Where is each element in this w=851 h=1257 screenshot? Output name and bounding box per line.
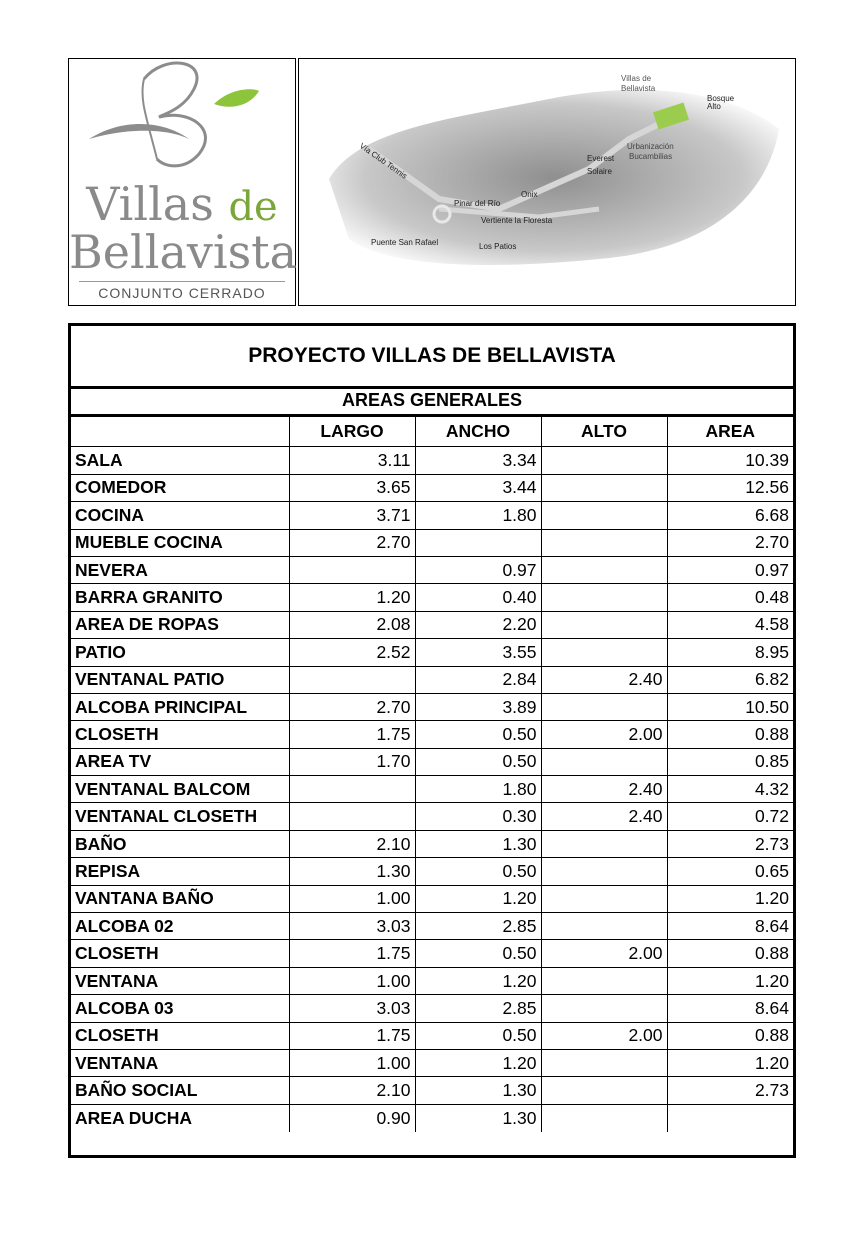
cell-largo: 2.10 [289, 1077, 415, 1104]
cell-largo [289, 556, 415, 583]
cell-largo: 3.11 [289, 447, 415, 474]
table-row [71, 885, 793, 912]
svg-text:Everest: Everest [587, 154, 615, 163]
row-label: ALCOBA PRINCIPAL [71, 693, 289, 720]
location-map [298, 58, 796, 306]
cell-alto [541, 529, 667, 556]
cell-ancho: 1.20 [415, 885, 541, 912]
cell-largo: 3.03 [289, 913, 415, 940]
svg-text:Los Patios: Los Patios [479, 242, 517, 251]
header-cell-largo: LARGO [289, 417, 415, 447]
cell-largo: 1.75 [289, 1022, 415, 1049]
header-cell-ancho: ANCHO [415, 417, 541, 447]
cell-largo: 3.71 [289, 502, 415, 529]
cell-alto: 2.00 [541, 1022, 667, 1049]
table-row [71, 447, 793, 474]
cell-largo: 3.65 [289, 474, 415, 501]
cell-ancho [415, 529, 541, 556]
cell-ancho: 3.89 [415, 693, 541, 720]
svg-text:Onix: Onix [521, 190, 538, 199]
cell-alto [541, 639, 667, 666]
table-row [71, 967, 793, 994]
table-row [71, 1077, 793, 1104]
table-row [71, 639, 793, 666]
cell-area: 2.70 [667, 529, 793, 556]
table-row [71, 1049, 793, 1076]
row-label: CLOSETH [71, 1022, 289, 1049]
cell-area: 1.20 [667, 967, 793, 994]
cell-area: 4.58 [667, 611, 793, 638]
cell-area: 0.97 [667, 556, 793, 583]
cell-area: 4.32 [667, 776, 793, 803]
svg-text:Bellavista: Bellavista [621, 84, 656, 93]
cell-area: 0.88 [667, 1022, 793, 1049]
table-row [71, 693, 793, 720]
cell-ancho: 1.80 [415, 502, 541, 529]
table-row [71, 611, 793, 638]
cell-alto [541, 474, 667, 501]
row-label: VENTANAL CLOSETH [71, 803, 289, 830]
row-label: BAÑO SOCIAL [71, 1077, 289, 1104]
table-row [71, 1022, 793, 1049]
cell-ancho: 2.85 [415, 913, 541, 940]
cell-area: 8.95 [667, 639, 793, 666]
row-label: COCINA [71, 502, 289, 529]
table-row [71, 830, 793, 857]
cell-area: 2.73 [667, 1077, 793, 1104]
cell-alto [541, 447, 667, 474]
table-row [71, 995, 793, 1022]
table-subtitle: AREAS GENERALES [71, 386, 793, 417]
cell-ancho: 0.97 [415, 556, 541, 583]
logo-title: Villas de [86, 177, 278, 231]
cell-largo: 2.70 [289, 693, 415, 720]
table-row [71, 748, 793, 775]
cell-ancho: 0.40 [415, 584, 541, 611]
cell-ancho: 1.20 [415, 967, 541, 994]
table-row [71, 502, 793, 529]
cell-ancho: 2.20 [415, 611, 541, 638]
row-label: VENTANAL BALCOM [71, 776, 289, 803]
svg-text:Urbanización: Urbanización [627, 142, 674, 151]
table-row [71, 913, 793, 940]
row-label: CLOSETH [71, 940, 289, 967]
table-row [71, 556, 793, 583]
cell-alto [541, 584, 667, 611]
cell-alto [541, 830, 667, 857]
cell-ancho: 0.50 [415, 1022, 541, 1049]
svg-text:Alto: Alto [707, 102, 721, 111]
cell-alto [541, 995, 667, 1022]
cell-area: 8.64 [667, 913, 793, 940]
villas-logo-icon [69, 59, 295, 179]
cell-ancho: 0.50 [415, 858, 541, 885]
map-image [299, 59, 795, 305]
cell-area: 0.65 [667, 858, 793, 885]
cell-area: 0.48 [667, 584, 793, 611]
cell-ancho: 1.20 [415, 1049, 541, 1076]
cell-area: 1.20 [667, 1049, 793, 1076]
table-row [71, 529, 793, 556]
logo-divider [79, 281, 285, 282]
cell-largo: 2.70 [289, 529, 415, 556]
row-label: COMEDOR [71, 474, 289, 501]
header-cell-area: AREA [667, 417, 793, 447]
cell-area: 6.68 [667, 502, 793, 529]
cell-area: 10.39 [667, 447, 793, 474]
cell-largo: 1.75 [289, 721, 415, 748]
cell-largo: 1.00 [289, 885, 415, 912]
cell-area [667, 1104, 793, 1131]
cell-alto [541, 967, 667, 994]
cell-alto: 2.40 [541, 803, 667, 830]
cell-area: 0.72 [667, 803, 793, 830]
svg-text:Villas de: Villas de [621, 74, 652, 83]
table-row [71, 666, 793, 693]
cell-largo: 0.90 [289, 1104, 415, 1131]
svg-text:Puente San Rafael: Puente San Rafael [371, 238, 439, 247]
cell-area: 6.82 [667, 666, 793, 693]
cell-ancho: 0.50 [415, 721, 541, 748]
cell-alto [541, 1104, 667, 1131]
header-cell-alto: ALTO [541, 417, 667, 447]
row-label: VENTANA [71, 1049, 289, 1076]
table-row [71, 858, 793, 885]
cell-ancho: 1.80 [415, 776, 541, 803]
cell-area: 0.88 [667, 940, 793, 967]
cell-alto [541, 611, 667, 638]
cell-largo: 1.30 [289, 858, 415, 885]
row-label: BARRA GRANITO [71, 584, 289, 611]
row-label: REPISA [71, 858, 289, 885]
cell-alto [541, 885, 667, 912]
cell-alto: 2.40 [541, 666, 667, 693]
table-row [71, 1104, 793, 1131]
row-label: ALCOBA 02 [71, 913, 289, 940]
row-label: VENTANAL PATIO [71, 666, 289, 693]
cell-largo [289, 803, 415, 830]
cell-largo: 1.70 [289, 748, 415, 775]
cell-area: 0.88 [667, 721, 793, 748]
cell-largo: 1.00 [289, 1049, 415, 1076]
cell-ancho: 0.50 [415, 748, 541, 775]
cell-largo: 1.75 [289, 940, 415, 967]
cell-area: 2.73 [667, 830, 793, 857]
cell-area: 0.85 [667, 748, 793, 775]
cell-largo: 2.52 [289, 639, 415, 666]
header-row [71, 417, 793, 447]
cell-alto [541, 858, 667, 885]
cell-ancho: 1.30 [415, 1077, 541, 1104]
cell-area: 1.20 [667, 885, 793, 912]
cell-ancho: 0.30 [415, 803, 541, 830]
cell-alto: 2.00 [541, 721, 667, 748]
svg-text:Solaire: Solaire [587, 167, 612, 176]
table-row [71, 940, 793, 967]
svg-text:Vía Club Tennis: Vía Club Tennis [357, 141, 409, 181]
table-row [71, 803, 793, 830]
row-label: ALCOBA 03 [71, 995, 289, 1022]
table-row [71, 584, 793, 611]
cell-ancho: 3.44 [415, 474, 541, 501]
table-row [71, 776, 793, 803]
row-label: SALA [71, 447, 289, 474]
cell-alto: 2.40 [541, 776, 667, 803]
cell-largo: 2.08 [289, 611, 415, 638]
cell-largo: 2.10 [289, 830, 415, 857]
row-label: VENTANA [71, 967, 289, 994]
cell-alto [541, 556, 667, 583]
cell-alto [541, 748, 667, 775]
cell-area: 8.64 [667, 995, 793, 1022]
cell-ancho: 0.50 [415, 940, 541, 967]
row-label: AREA TV [71, 748, 289, 775]
row-label: PATIO [71, 639, 289, 666]
cell-alto [541, 502, 667, 529]
svg-text:Pinar del Río: Pinar del Río [454, 199, 501, 208]
svg-text:Bucambilias: Bucambilias [629, 152, 673, 161]
table-row [71, 474, 793, 501]
cell-largo [289, 666, 415, 693]
cell-alto [541, 1049, 667, 1076]
cell-ancho: 2.85 [415, 995, 541, 1022]
cell-ancho: 1.30 [415, 1104, 541, 1131]
row-label: AREA DE ROPAS [71, 611, 289, 638]
table-title: PROYECTO VILLAS DE BELLAVISTA [71, 326, 793, 389]
row-label: BAÑO [71, 830, 289, 857]
cell-alto [541, 913, 667, 940]
row-label: AREA DUCHA [71, 1104, 289, 1131]
header-cell [71, 417, 289, 447]
row-label: MUEBLE COCINA [71, 529, 289, 556]
cell-largo: 3.03 [289, 995, 415, 1022]
row-label: NEVERA [71, 556, 289, 583]
logo-subtitle: CONJUNTO CERRADO [98, 285, 266, 301]
row-label: VANTANA BAÑO [71, 885, 289, 912]
cell-alto [541, 1077, 667, 1104]
cell-alto [541, 693, 667, 720]
cell-alto: 2.00 [541, 940, 667, 967]
logo-title-bellavista: Bellavista [69, 225, 298, 279]
cell-ancho: 3.55 [415, 639, 541, 666]
cell-ancho: 3.34 [415, 447, 541, 474]
cell-largo: 1.20 [289, 584, 415, 611]
cell-ancho: 2.84 [415, 666, 541, 693]
cell-largo: 1.00 [289, 967, 415, 994]
cell-largo [289, 776, 415, 803]
row-label: CLOSETH [71, 721, 289, 748]
cell-ancho: 1.30 [415, 830, 541, 857]
cell-area: 10.50 [667, 693, 793, 720]
areas-grid [71, 417, 793, 1132]
svg-text:Bosque: Bosque [707, 94, 735, 103]
areas-table [68, 323, 796, 1158]
logo-panel [68, 58, 296, 306]
cell-area: 12.56 [667, 474, 793, 501]
svg-text:Vertiente la Floresta: Vertiente la Floresta [481, 216, 553, 225]
table-row [71, 721, 793, 748]
